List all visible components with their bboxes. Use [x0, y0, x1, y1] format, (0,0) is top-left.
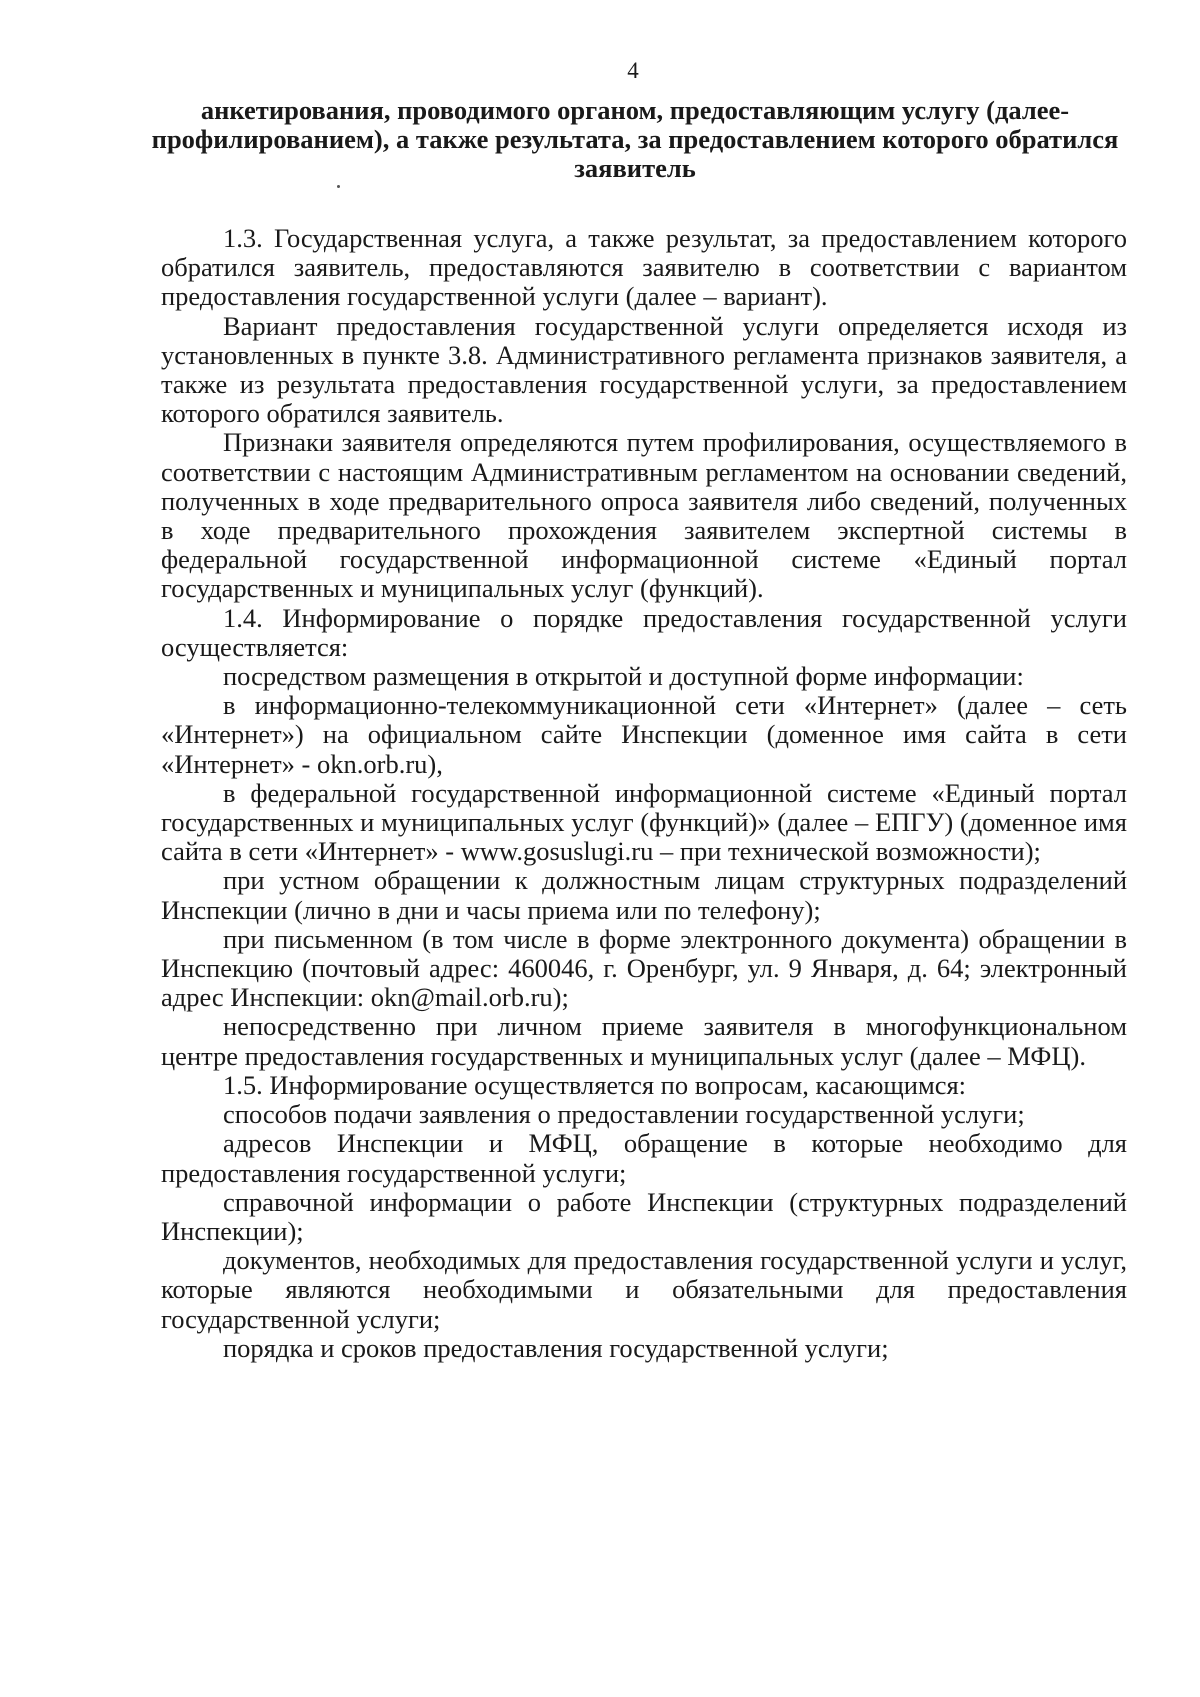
paragraph: Вариант предоставления государственной услуги определяется исходя из установленных в пункте 3.8. Административного регламента признаков заявителя, а также из результата предоставления государственной услуги, за предоставлением которого обратился заявитель.	[161, 310, 1127, 429]
paragraph: адресов Инспекции и МФЦ, обращение в которые необходимо для предоставления государственной услуги;	[161, 1128, 1127, 1188]
paragraph: 1.4. Информирование о порядке предоставления государственной услуги осуществляется:	[161, 602, 1127, 662]
page-number: 4	[627, 58, 639, 83]
paragraph: способов подачи заявления о предоставлении государственной услуги;	[223, 1099, 1025, 1130]
paragraph: Признаки заявителя определяются путем профилирования, осуществляемого в соответствии с настоящим Административным регламентом на основании сведений, полученных в ходе предварительного опроса заявителя либо сведений, полученных в ходе предварительного прохождения заявителем экспертной системы в федеральной государственной информационной системе «Единый портал государственных и муниципальных услуг (функций).	[161, 427, 1127, 604]
paragraph: 1.5. Информирование осуществляется по вопросам, касающимся:	[223, 1069, 967, 1100]
document-body	[161, 224, 1127, 1363]
paragraph: 1.3. Государственная услуга, а также результат, за предоставлением которого обратился заявитель, предоставляются заявителю в соответствии с вариантом предоставления государственной услуги (далее – вариант).	[161, 223, 1127, 312]
paragraph: посредством размещения в открытой и доступной форме информации:	[223, 661, 1024, 692]
section-heading: анкетирования, проводимого органом, предоставляющим услугу (далее-профилированием), а также результата, за предоставлением которого обратился заявитель	[151, 95, 1119, 183]
paragraph: порядка и сроков предоставления государственной услуги;	[223, 1332, 889, 1363]
paragraph: в информационно-телекоммуникационной сети «Интернет» (далее – сеть «Интернет») на официальном сайте Инспекции (доменное имя сайта в сети «Интернет» - okn.orb.ru),	[161, 690, 1127, 779]
paragraph: при устном обращении к должностным лицам структурных подразделений Инспекции (лично в дни и часы приема или по телефону);	[161, 865, 1127, 925]
paragraph: документов, необходимых для предоставления государственной услуги и услуг, которые являются необходимыми и обязательными для предоставления государственной услуги;	[161, 1245, 1127, 1334]
paragraph: непосредственно при личном приеме заявителя в многофункциональном центре предоставления государственных и муниципальных услуг (далее – МФЦ).	[161, 1011, 1127, 1071]
paragraph: при письменном (в том числе в форме электронного документа) обращении в Инспекцию (почтовый адрес: 460046, г. Оренбург, ул. 9 Января, д. 64; электронный адрес Инспекции: okn@mail.orb.ru);	[161, 923, 1127, 1013]
paragraph: справочной информации о работе Инспекции (структурных подразделений Инспекции);	[161, 1186, 1127, 1246]
paragraph: в федеральной государственной информационной системе «Единый портал государственных и муниципальных услуг (функций)» (далее – ЕПГУ) (доменное имя сайта в сети «Интернет» - www.gosuslugi.ru – при технической возможности);	[161, 777, 1127, 867]
scan-artifact	[337, 185, 340, 188]
